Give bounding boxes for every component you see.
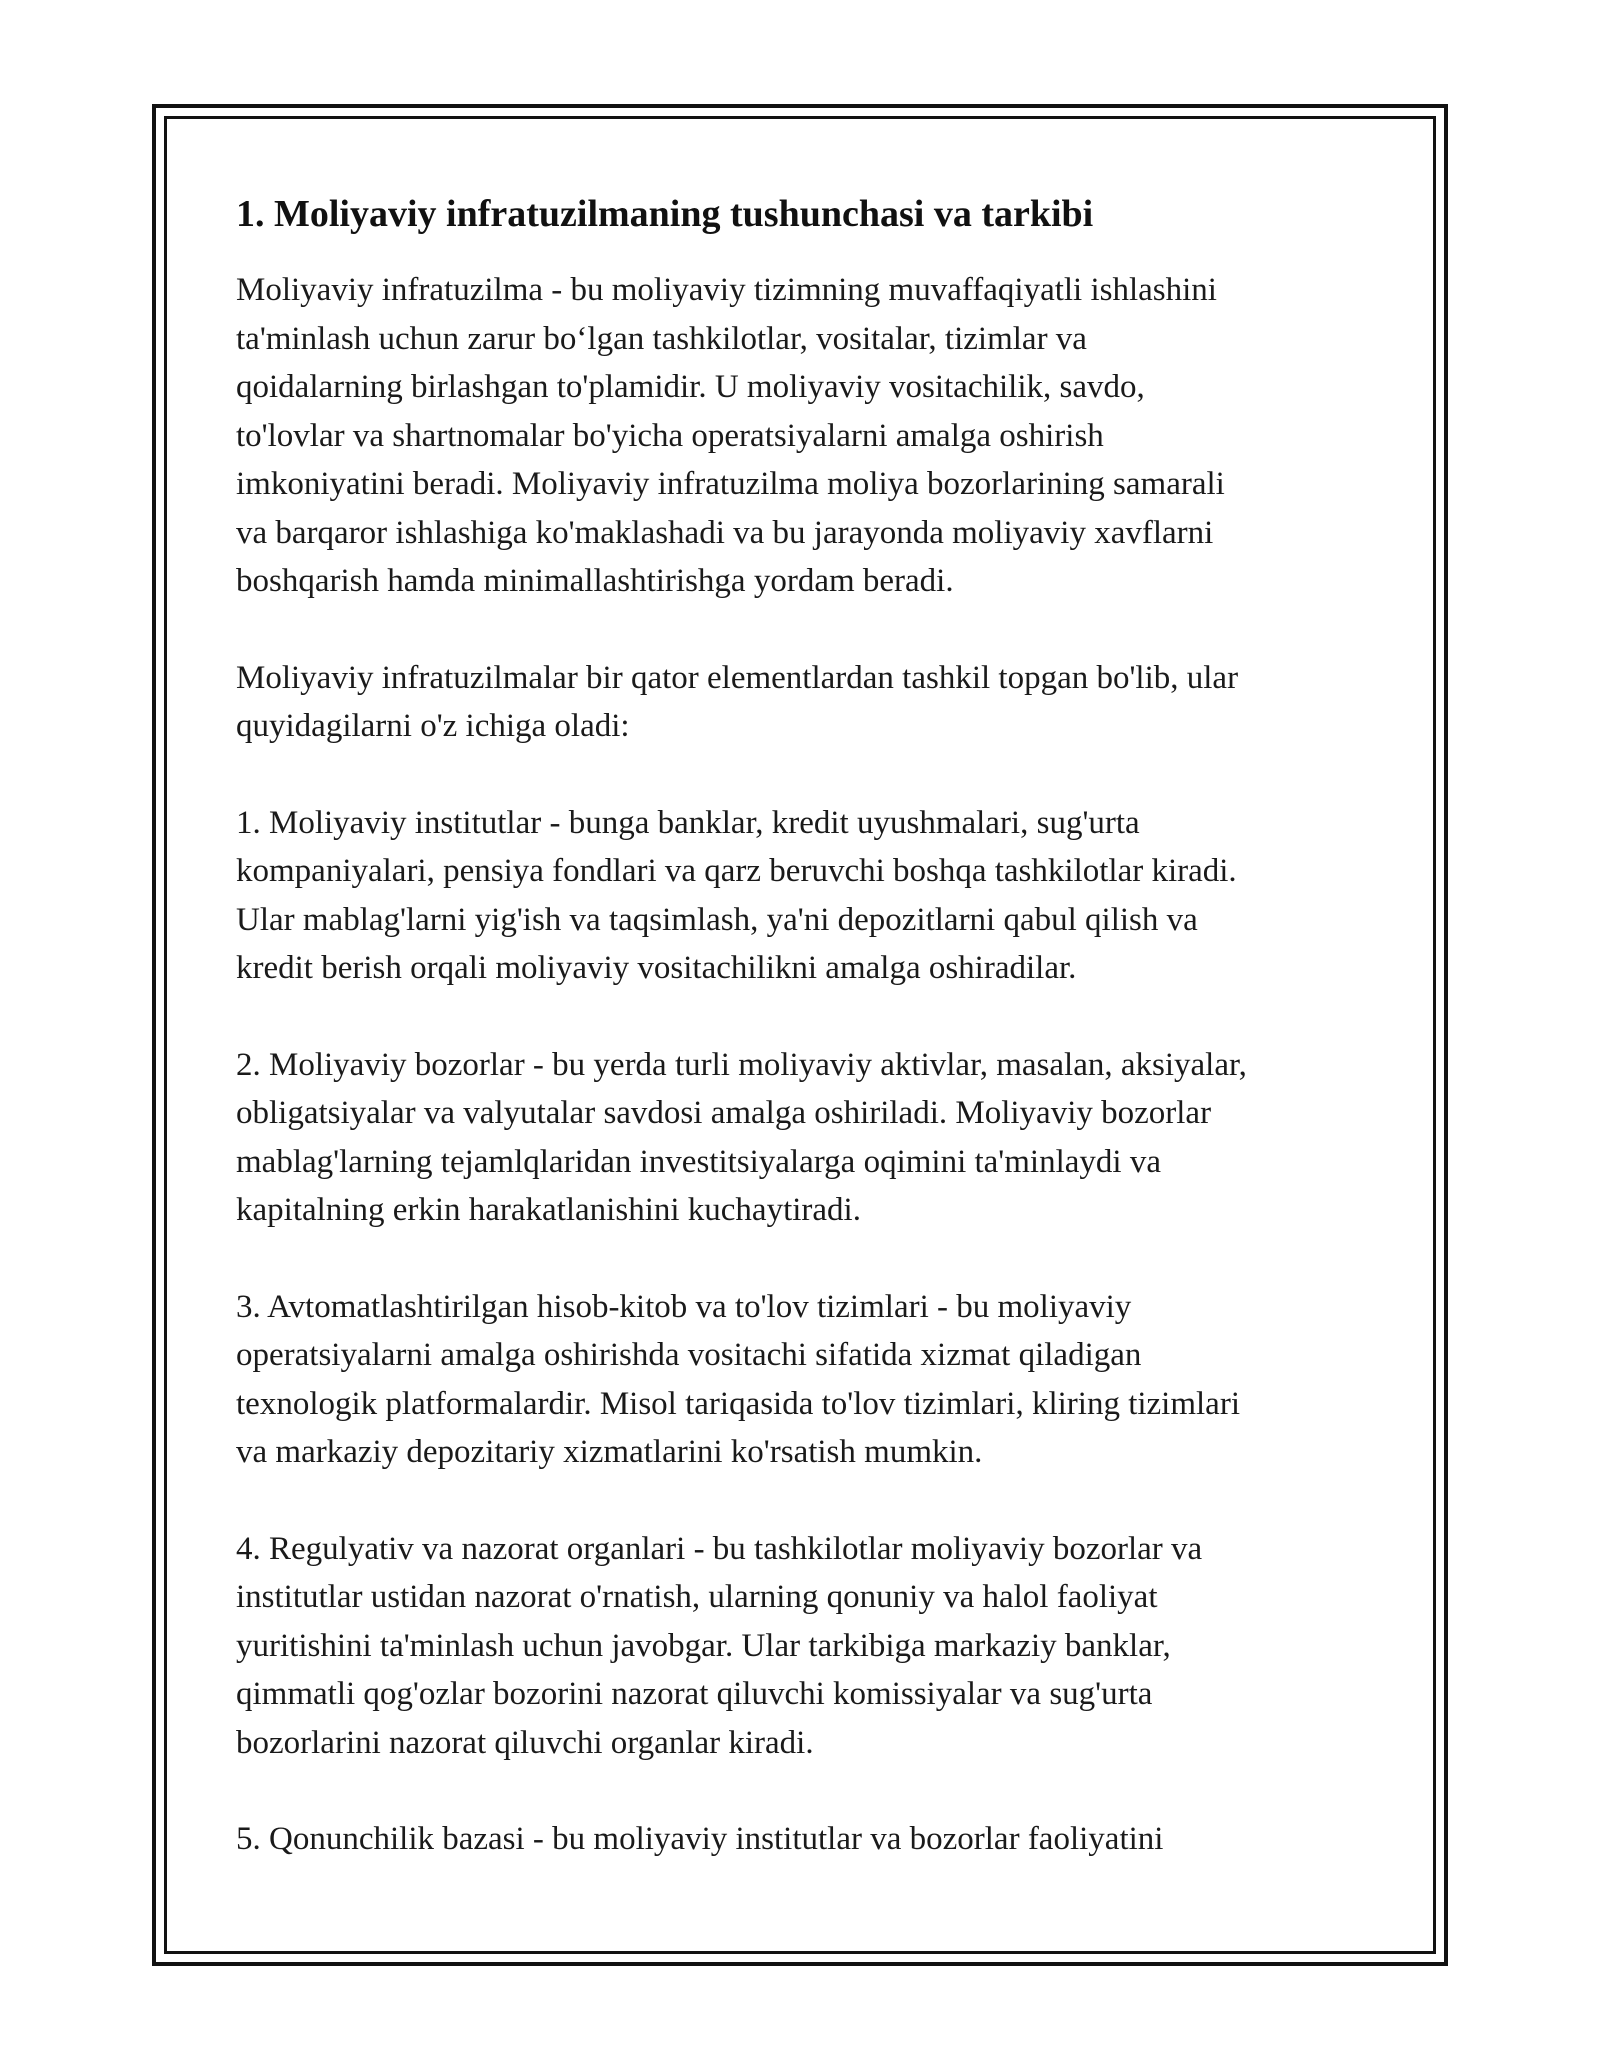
list-item-regulatory-bodies: 4. Regulyativ va nazorat organlari - bu tashkilotlar moliyaviy bozorlar va institutlar ustidan nazorat o'rnatish, ularning qonuniy va halol faoliyat yuritishini ta'minlash uchun javobgar. Ular tarkibiga markaziy banklar, qimmatli qog'ozlar bozorini nazorat qiluvchi komissiyalar va sug'urta bozorlarini nazorat qiluvchi organlar kiradi. — [236, 1530, 1203, 1761]
paragraph-definition: Moliyaviy infratuzilma - bu moliyaviy tizimning muvaffaqiyatli ishlashini ta'minlash uchun zarur bo‘lgan tashkilotlar, vositalar, tizimlar va qoidalarning birlashgan to'plamidir. U moliyaviy vositachilik, savdo, to'lovlar va shartnomalar bo'yicha operatsiyalarni amalga oshirish imkoniyatini beradi. Moliyaviy infratuzilma moliya bozorlarining samarali va barqaror ishlashiga ko'maklashadi va bu jarayonda moliyaviy xavflarni boshqarish hamda minimallashtirishga yordam beradi. — [236, 272, 1225, 599]
list-item-legal-framework: 5. Qonunchilik bazasi - bu moliyaviy institutlar va bozorlar faoliyatini — [236, 1821, 1164, 1857]
list-item-financial-markets: 2. Moliyaviy bozorlar - bu yerda turli moliyaviy aktivlar, masalan, aksiyalar, obligatsiyalar va valyutalar savdosi amalga oshiriladi. Moliyaviy bozorlar mablag'larning tejamlqlaridan investitsiyalarga oqimini ta'minlaydi va kapitalning erkin harakatlanishini kuchaytiradi. — [236, 1046, 1247, 1228]
document-body — [236, 186, 1366, 1912]
section-heading: 1. Moliyaviy infratuzilmaning tushunchasi va tarkibi — [236, 193, 1094, 235]
list-item-payment-systems: 3. Avtomatlashtirilgan hisob-kitob va to'lov tizimlari - bu moliyaviy operatsiyalarni amalga oshirishda vositachi sifatida xizmat qiladigan texnologik platformalardir. Misol tariqasida to'lov tizimlari, kliring tizimlari va markaziy depozitariy xizmatlarini ko'rsatish mumkin. — [236, 1288, 1240, 1470]
list-item-financial-institutions: 1. Moliyaviy institutlar - bunga banklar, kredit uyushmalari, sug'urta kompaniyalari, pensiya fondlari va qarz beruvchi boshqa tashkilotlar kiradi. Ular mablag'larni yig'ish va taqsimlash, ya'ni depozitlarni qabul qilish va kredit berish orqali moliyaviy vositachilikni amalga oshiradilar. — [236, 804, 1237, 986]
paragraph-intro-list: Moliyaviy infratuzilmalar bir qator elementlardan tashkil topgan bo'lib, ular quyidagilarni o'z ichiga oladi: — [236, 659, 1239, 744]
